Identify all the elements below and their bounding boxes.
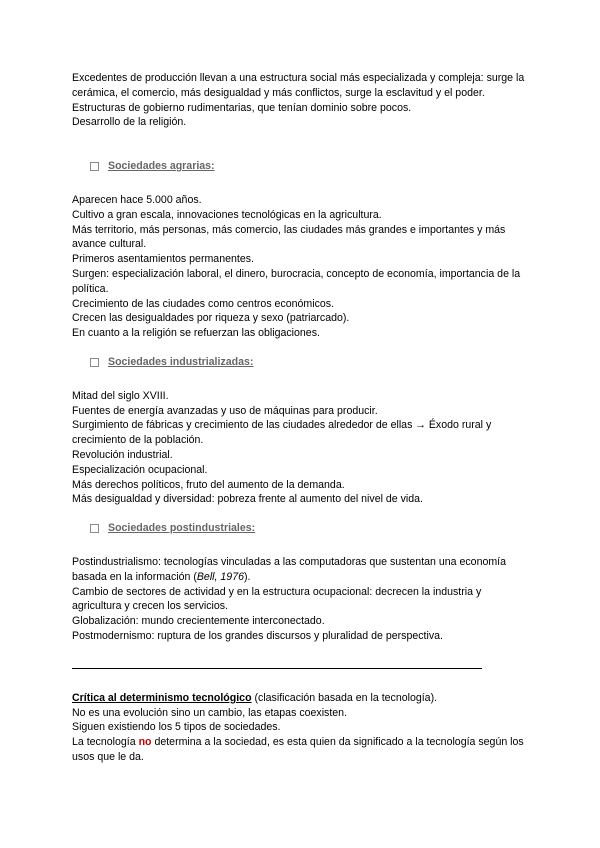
section-line: Mitad del siglo XVIII. (72, 389, 169, 402)
critique-title-suffix: (clasificación basada en la tecnología). (251, 691, 438, 704)
section-line: Más desigualdad y diversidad: pobreza frente al aumento del nivel de vida. (72, 493, 423, 506)
section-heading-postindustriales (90, 521, 532, 536)
section-line: Revolución industrial. (72, 448, 173, 461)
document-page (72, 71, 532, 765)
section-title: Sociedades agrarias: (108, 160, 215, 173)
section-line: Más territorio, más personas, más comercio, las ciudades más grandes e importantes y más avance cultural. (72, 223, 506, 251)
section-heading-agrarias (90, 159, 532, 174)
checkbox-icon[interactable] (90, 358, 99, 367)
intro-paragraph: Desarrollo de la religión. (72, 116, 187, 129)
critique-line: No es una evolución sino un cambio, las etapas coexisten. (72, 706, 348, 719)
checkbox-icon[interactable] (90, 162, 99, 171)
checkbox-icon[interactable] (90, 524, 99, 533)
critique-text: La tecnología (72, 736, 139, 749)
citation: Bell, 1976 (196, 570, 244, 583)
section-line: Postmodernismo: ruptura de los grandes discursos y pluralidad de perspectiva. (72, 629, 443, 642)
section-line: Surgimiento de fábricas y crecimiento de las ciudades alrededor de ellas → Éxodo rural y crecimiento de la población. (72, 419, 492, 447)
section-line (72, 555, 532, 585)
critique-block (72, 691, 532, 765)
section-line: Surgen: especialización laboral, el dinero, burocracia, concepto de economía, importancia de la política. (72, 267, 521, 295)
section-line: Cultivo a gran escala, innovaciones tecnológicas en la agricultura. (72, 208, 382, 221)
intro-block (72, 71, 532, 130)
section-body-postindustriales (72, 555, 532, 644)
section-line: Más derechos políticos, fruto del aumento de la demanda. (72, 478, 345, 491)
section-line: Globalización: mundo crecientemente interconectado. (72, 615, 325, 628)
intro-paragraph: Excedentes de producción llevan a una estructura social más especializada y compleja: surge la cerámica, el comercio, más desigualdad y más conflictos, surge la esclavitud y el poder. (72, 72, 525, 99)
section-title: Sociedades industrializadas: (108, 355, 254, 368)
intro-paragraph: Estructuras de gobierno rudimentarias, que tenían dominio sobre pocos. (72, 101, 412, 114)
section-line: Cambio de sectores de actividad y en la estructura ocupacional: decrecen la industria y agricultura y crecen los servicios. (72, 585, 482, 613)
post-text: Postindustrialismo: tecnologías vinculadas a las computadoras que sustentan una economía basada en la información ( (72, 555, 507, 583)
section-heading-industrializadas (90, 355, 532, 370)
section-line: Aparecen hace 5.000 años. (72, 193, 202, 206)
critique-line: Siguen existiendo los 5 tipos de sociedades. (72, 721, 281, 734)
horizontal-rule (72, 668, 482, 669)
section-title: Sociedades postindustriales: (108, 522, 256, 535)
section-line: Especialización ocupacional. (72, 463, 208, 476)
post-text: ). (243, 570, 251, 583)
critique-title: Crítica al determinismo tecnológico (72, 691, 252, 704)
critique-text: determina a la sociedad, es esta quien da significado a la tecnología según los usos que le da. (72, 736, 524, 763)
section-line: Crecen las desigualdades por riqueza y sexo (patriarcado). (72, 312, 350, 325)
section-line: Fuentes de energía avanzadas y uso de máquinas para producir. (72, 404, 378, 417)
critique-line (72, 735, 532, 765)
section-body-agrarias (72, 193, 532, 341)
emphasis-no: no (138, 736, 152, 749)
critique-heading (72, 691, 532, 706)
section-body-industrializadas (72, 389, 532, 507)
section-line: Crecimiento de las ciudades como centros económicos. (72, 297, 335, 310)
section-line: Primeros asentamientos permanentes. (72, 253, 254, 266)
section-line: En cuanto a la religión se refuerzan las obligaciones. (72, 327, 320, 340)
